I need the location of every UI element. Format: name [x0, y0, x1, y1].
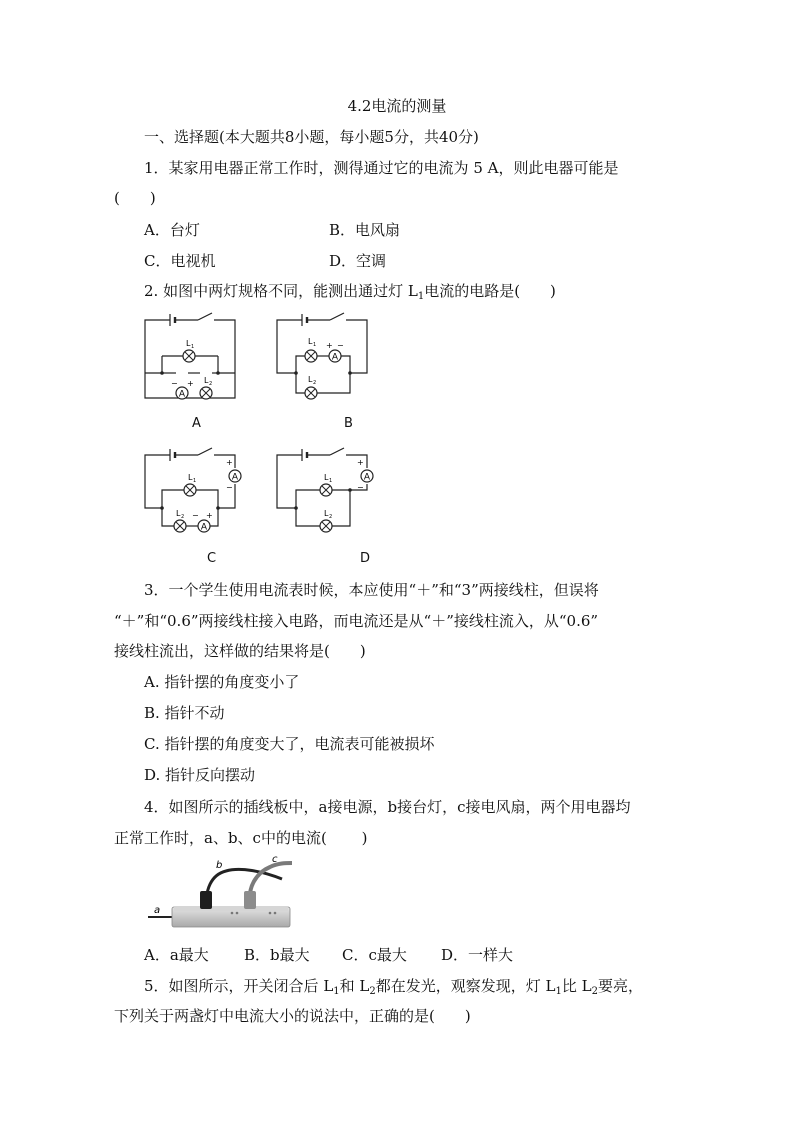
- svg-text:L: L: [176, 509, 181, 518]
- q3-stem-line3: 接线柱流出，这样做的结果将是( ): [114, 642, 366, 660]
- lamp-l1-icon: [305, 350, 317, 362]
- svg-text:A: A: [200, 522, 208, 533]
- svg-text:2: 2: [313, 380, 317, 386]
- q2-stem: 2. 如图中两灯规格不同，能测出通过灯 $L_1$电流的电路是( ): [144, 282, 556, 302]
- circuit-diagram-d: [272, 443, 382, 543]
- svg-text:L: L: [186, 339, 191, 348]
- cord-c: [250, 863, 292, 903]
- svg-text:1: 1: [193, 478, 197, 484]
- svg-text:L: L: [188, 473, 193, 482]
- ammeter-icon: [198, 520, 210, 533]
- circuit-caption-c: C: [207, 551, 217, 566]
- svg-text:1: 1: [329, 478, 333, 484]
- svg-text:−: −: [226, 483, 233, 492]
- label-c: c: [272, 854, 278, 865]
- q4-option-b: B．b最大: [244, 946, 310, 964]
- lamp-l2-icon: [174, 520, 186, 532]
- q3-stem-line2: “＋”和“0.6”两接线柱接入电路，而电流还是从“＋”接线柱流入，从“0.6”: [114, 612, 599, 630]
- ammeter-icon: [229, 470, 241, 483]
- lamp-l2-icon: [200, 387, 212, 399]
- svg-text:A: A: [178, 389, 186, 400]
- q1-option-a: A．台灯: [144, 221, 200, 239]
- q5-stem-line1: 5．如图所示，开关闭合后 $L_1$和 $L_2$都在发光，观察发现，灯 $L_1$比 $L_2$要亮，: [144, 977, 643, 997]
- q3-option-d: D. 指针反向摆动: [144, 766, 256, 784]
- svg-text:1: 1: [313, 342, 317, 348]
- svg-text:L: L: [324, 473, 329, 482]
- q4-option-d: D．一样大: [441, 946, 514, 964]
- svg-text:2: 2: [329, 514, 333, 520]
- circuit-diagram-b: [272, 308, 382, 408]
- svg-text:+: +: [226, 458, 233, 467]
- q3-option-a: A. 指针摆的角度变小了: [144, 673, 300, 691]
- svg-text:+: +: [187, 379, 194, 388]
- svg-text:+: +: [206, 511, 213, 520]
- q1-option-c: C．电视机: [144, 252, 216, 270]
- svg-text:−: −: [337, 341, 344, 350]
- q1-option-d: D．空调: [329, 252, 387, 270]
- svg-text:L: L: [324, 509, 329, 518]
- q4-stem-line2: 正常工作时，a、b、c中的电流( ): [114, 829, 368, 847]
- circuit-diagram-c: [140, 443, 250, 543]
- q4-option-a: A．a最大: [144, 946, 209, 964]
- power-strip-figure: [144, 853, 294, 933]
- svg-text:+: +: [357, 458, 364, 467]
- svg-text:1: 1: [191, 344, 195, 350]
- svg-text:−: −: [171, 379, 178, 388]
- label-b: b: [216, 860, 223, 871]
- lamp-l2-icon: [305, 387, 317, 399]
- q3-stem-line1: 3．一个学生使用电流表时候，本应使用“＋”和“3”两接线柱，但误将: [144, 581, 599, 599]
- svg-text:L: L: [308, 375, 313, 384]
- q3-option-c: C. 指针摆的角度变大了，电流表可能被损坏: [144, 735, 435, 753]
- section-heading: 一、选择题(本大题共8小题，每小题5分，共40分): [144, 128, 479, 146]
- ammeter-icon: [176, 387, 188, 400]
- lamp-l1-icon: [184, 484, 196, 496]
- q5-stem-line2: 下列关于两盏灯中电流大小的说法中，正确的是( ): [114, 1007, 471, 1025]
- circuit-diagram-a: [140, 308, 250, 408]
- svg-text:L: L: [204, 376, 209, 385]
- circuit-caption-b: B: [344, 416, 353, 431]
- svg-text:A: A: [363, 472, 371, 483]
- svg-text:2: 2: [209, 381, 213, 387]
- q4-option-c: C．c最大: [342, 946, 407, 964]
- svg-text:A: A: [231, 472, 239, 483]
- ammeter-icon: [361, 470, 373, 483]
- q3-option-b: B. 指针不动: [144, 704, 225, 722]
- lamp-l2-icon: [320, 520, 332, 532]
- q4-stem-line1: 4．如图所示的插线板中，a接电源，b接台灯，c接电风扇，两个用电器均: [144, 798, 631, 816]
- plug-c-icon: [244, 891, 256, 909]
- q1-option-b: B．电风扇: [329, 221, 401, 239]
- lamp-l1-icon: [320, 484, 332, 496]
- ammeter-icon: [329, 350, 341, 363]
- circuit-caption-a: A: [192, 416, 201, 431]
- svg-text:L: L: [308, 337, 313, 346]
- circuit-caption-d: D: [360, 551, 371, 566]
- label-a: a: [154, 905, 161, 916]
- q1-stem: 1．某家用电器正常工作时，测得通过它的电流为 5 A，则此电器可能是: [144, 159, 619, 177]
- svg-text:−: −: [357, 483, 364, 492]
- lamp-l1-icon: [183, 350, 195, 362]
- svg-text:A: A: [331, 352, 339, 363]
- svg-text:+: +: [326, 341, 333, 350]
- svg-text:−: −: [192, 511, 199, 520]
- svg-text:2: 2: [181, 514, 185, 520]
- plug-b-icon: [200, 891, 212, 909]
- page-title: 4.2电流的测量: [347, 97, 447, 115]
- q1-answer-paren: ( ): [114, 189, 156, 207]
